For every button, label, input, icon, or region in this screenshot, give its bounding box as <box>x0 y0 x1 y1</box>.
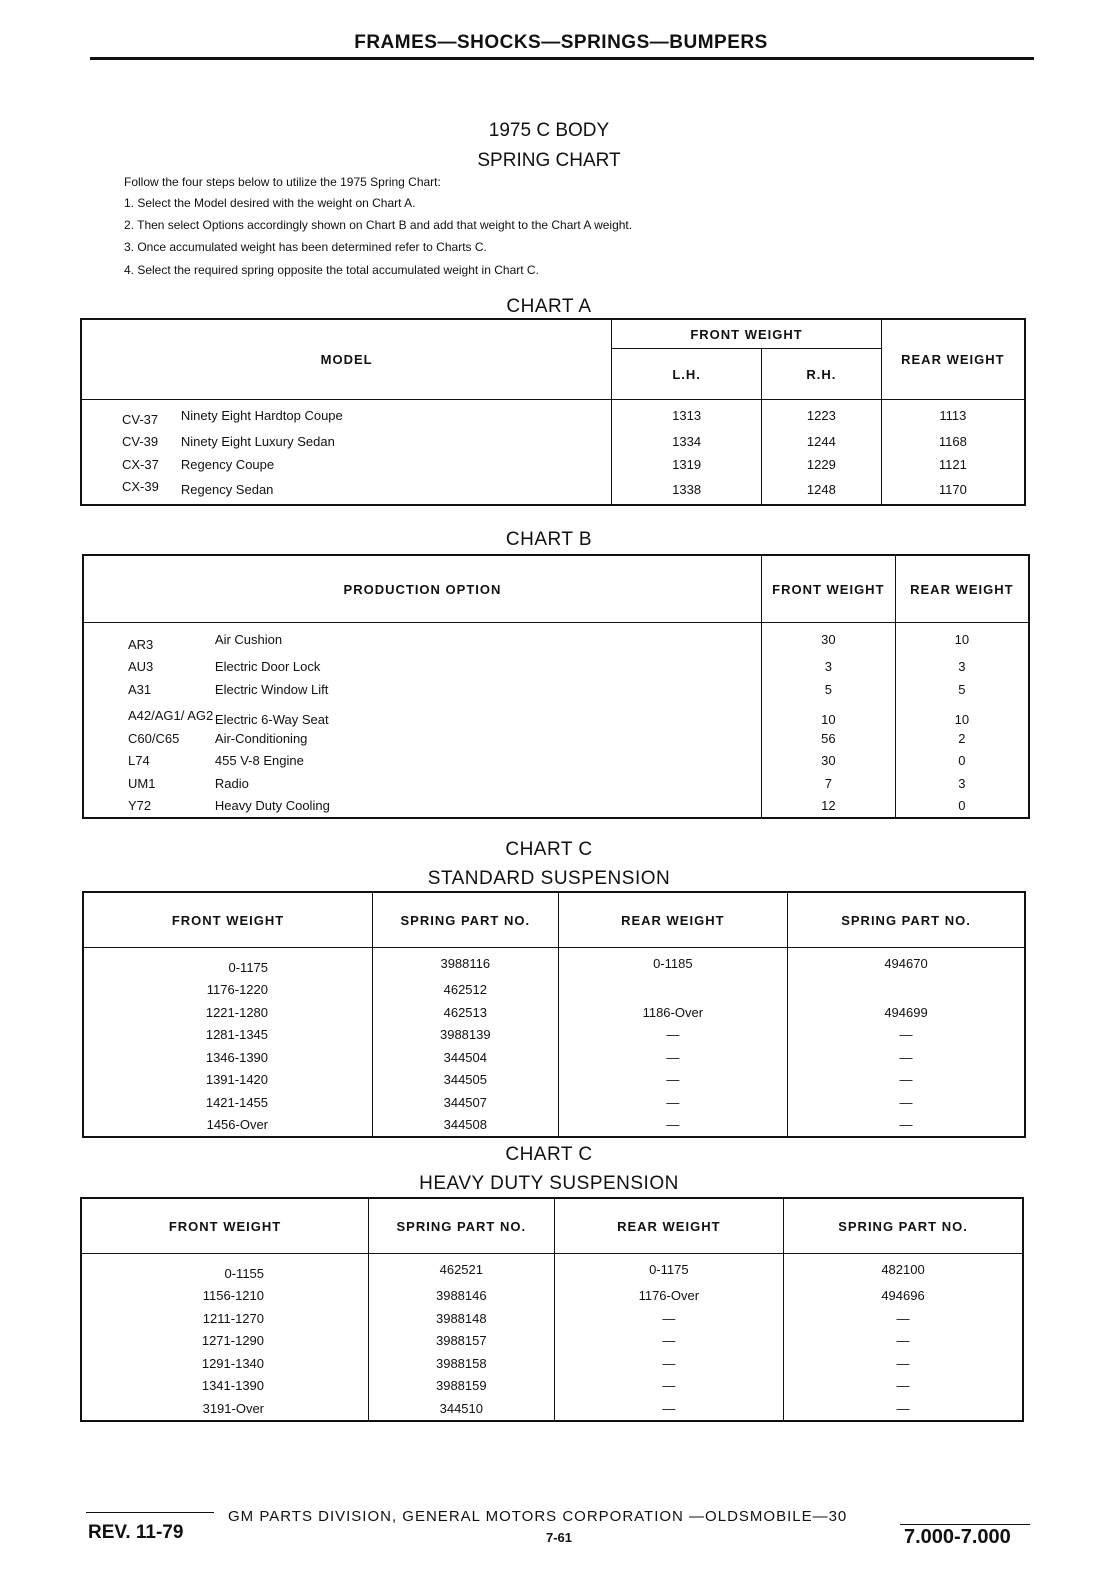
front-weight: 30 <box>761 623 895 656</box>
front-weight-rh: 1248 <box>761 476 881 506</box>
table-row <box>81 1330 1023 1353</box>
rear-weight-range: — <box>554 1307 783 1330</box>
front-spring-part: 3988148 <box>369 1307 555 1330</box>
chart-c-standard-table <box>82 891 1026 1138</box>
chart-a-table <box>80 318 1026 506</box>
model-code: CX-37 <box>122 456 159 472</box>
table-row <box>81 431 1025 454</box>
front-weight-range: 0-1155 <box>81 1254 369 1285</box>
rear-spring-part: — <box>899 1049 913 1065</box>
col-header-front-weight: FRONT WEIGHT <box>81 1198 369 1254</box>
front-spring-part: 344507 <box>373 1091 559 1114</box>
model-description: Ninety Eight Hardtop Coupe <box>181 400 612 431</box>
front-spring-part: 3988157 <box>369 1330 555 1353</box>
rear-spring-part: 494696 <box>881 1288 925 1304</box>
front-spring-part: 3988158 <box>369 1352 555 1375</box>
col-header-front-weight: FRONT WEIGHT <box>612 319 881 349</box>
front-weight-range: 1221-1280 <box>83 1001 373 1024</box>
rear-weight-range: — <box>558 1114 787 1138</box>
table-row <box>81 1397 1023 1421</box>
front-weight-range: 1391-1420 <box>83 1069 373 1092</box>
front-spring-part: 3988146 <box>369 1285 555 1308</box>
col-header-spring-part: SPRING PART NO. <box>373 892 559 948</box>
front-spring-part: 344508 <box>373 1114 559 1138</box>
front-weight-lh: 1313 <box>612 400 762 431</box>
col-header-rh: R.H. <box>761 349 881 400</box>
rear-weight: 5 <box>958 681 966 697</box>
front-weight: 56 <box>761 727 895 750</box>
option-description: Radio <box>215 772 762 795</box>
instruction-step: 4. Select the required spring opposite the total accumulated weight in Chart C. <box>124 263 539 277</box>
option-code: C60/C65 <box>128 730 180 746</box>
front-weight-range: 3191-Over <box>81 1397 369 1421</box>
rear-spring-part <box>788 979 1025 1002</box>
option-code: Y72 <box>128 798 152 814</box>
rear-spring-part: — <box>896 1400 910 1416</box>
table-row <box>83 750 1029 773</box>
rear-weight-range: — <box>558 1046 787 1069</box>
table-row <box>83 948 1025 979</box>
rear-spring-part: — <box>899 1027 913 1043</box>
col-header-model: MODEL <box>81 319 612 400</box>
front-weight-lh: 1319 <box>612 453 762 476</box>
model-code: CV-37 <box>122 411 159 427</box>
rear-weight-range: — <box>554 1352 783 1375</box>
option-code: A31 <box>128 681 152 697</box>
table-row <box>83 701 1029 728</box>
page-header-title: FRAMES—SHOCKS—SPRINGS—BUMPERS <box>354 32 768 53</box>
option-code: AR3 <box>128 636 154 652</box>
rear-weight-range: — <box>554 1397 783 1421</box>
rear-weight: 1113 <box>939 407 967 423</box>
front-spring-part: 462521 <box>369 1254 555 1285</box>
table-row <box>83 656 1029 679</box>
table-row <box>81 400 1025 431</box>
col-header-lh: L.H. <box>612 349 762 400</box>
option-description: Heavy Duty Cooling <box>215 795 762 819</box>
table-row <box>83 1046 1025 1069</box>
table-row <box>83 1024 1025 1047</box>
front-weight-range: 1156-1210 <box>81 1285 369 1308</box>
front-weight-lh: 1334 <box>612 431 762 454</box>
table-row <box>83 623 1029 656</box>
col-header-spring-part-rear: SPRING PART NO. <box>784 1198 1023 1254</box>
model-code: CX-39 <box>122 479 159 495</box>
chart-c-heavy-duty-table <box>80 1197 1024 1422</box>
table-row <box>81 476 1025 506</box>
col-header-production-option: PRODUCTION OPTION <box>83 555 761 623</box>
rear-weight: 1121 <box>938 456 967 472</box>
footer-revision: REV. 11-79 <box>88 1522 184 1543</box>
rear-weight: 10 <box>954 631 970 647</box>
rear-spring-part: 494670 <box>884 955 928 971</box>
col-header-front-weight: FRONT WEIGHT <box>83 892 373 948</box>
col-header-spring-part-rear: SPRING PART NO. <box>788 892 1025 948</box>
rear-weight: 3 <box>958 775 966 791</box>
rear-weight-range: — <box>554 1375 783 1398</box>
model-code: CV-39 <box>122 434 159 450</box>
rear-weight: 10 <box>954 712 970 727</box>
col-header-rear-weight: REAR WEIGHT <box>554 1198 783 1254</box>
instruction-step: 3. Once accumulated weight has been determined refer to Charts C. <box>124 240 487 254</box>
option-description: Air-Conditioning <box>215 727 762 750</box>
front-spring-part: 3988139 <box>373 1024 559 1047</box>
rear-spring-part: — <box>899 1117 913 1133</box>
instructions-intro: Follow the four steps below to utilize the 1975 Spring Chart: <box>124 175 441 189</box>
footer-section-number: 7.000-7.000 <box>904 1526 1011 1548</box>
rear-weight-range: — <box>554 1330 783 1353</box>
front-weight-range: 1281-1345 <box>83 1024 373 1047</box>
front-weight-range: 0-1175 <box>83 948 373 979</box>
rear-weight-range: 1186-Over <box>558 1001 787 1024</box>
rear-spring-part: — <box>896 1378 910 1394</box>
option-code: A42/AG1/ AG2 <box>128 708 214 724</box>
rear-weight: 0 <box>958 753 966 769</box>
front-weight: 30 <box>761 750 895 773</box>
front-spring-part: 462513 <box>373 1001 559 1024</box>
rear-weight-range: 0-1175 <box>554 1254 783 1285</box>
instruction-step: 2. Then select Options accordingly shown on Chart B and add that weight to the Chart A weight. <box>124 218 633 232</box>
col-header-rear-weight: REAR WEIGHT <box>558 892 787 948</box>
front-weight-range: 1271-1290 <box>81 1330 369 1353</box>
rear-spring-part: 482100 <box>881 1261 925 1277</box>
rear-weight: 1168 <box>938 434 967 450</box>
rear-spring-part: — <box>896 1310 910 1326</box>
rear-spring-part: — <box>899 1094 913 1110</box>
chart-c-std-subtitle: STANDARD SUSPENSION <box>427 868 671 889</box>
table-row <box>83 1114 1025 1138</box>
front-weight: 7 <box>761 772 895 795</box>
table-row <box>83 1069 1025 1092</box>
col-header-spring-part: SPRING PART NO. <box>369 1198 555 1254</box>
rear-weight-range: — <box>558 1024 787 1047</box>
front-spring-part: 344505 <box>373 1069 559 1092</box>
option-code: AU3 <box>128 659 154 675</box>
table-row <box>83 1001 1025 1024</box>
rear-weight-range: — <box>558 1091 787 1114</box>
rear-weight: 0 <box>958 798 966 814</box>
model-description: Ninety Eight Luxury Sedan <box>181 431 612 454</box>
front-spring-part: 462512 <box>373 979 559 1002</box>
table-row <box>81 1254 1023 1285</box>
chart-c-hd-subtitle: HEAVY DUTY SUSPENSION <box>419 1173 679 1194</box>
front-weight-range: 1291-1340 <box>81 1352 369 1375</box>
table-row <box>81 453 1025 476</box>
front-weight: 12 <box>761 795 895 819</box>
chart-b-title: CHART B <box>505 529 593 550</box>
rear-weight: 2 <box>958 730 966 746</box>
front-spring-part: 3988116 <box>373 948 559 979</box>
chart-a-title: CHART A <box>506 296 592 317</box>
rear-weight-range: — <box>558 1069 787 1092</box>
instruction-step: 1. Select the Model desired with the weight on Chart A. <box>124 196 416 210</box>
rear-spring-part: — <box>899 1072 913 1088</box>
front-weight-range: 1346-1390 <box>83 1046 373 1069</box>
option-description: Electric Door Lock <box>215 656 762 679</box>
front-weight-range: 1176-1220 <box>83 979 373 1002</box>
table-row <box>83 795 1029 819</box>
table-row <box>81 1285 1023 1308</box>
table-row <box>81 1307 1023 1330</box>
model-description: Regency Sedan <box>181 476 612 506</box>
front-weight-rh: 1244 <box>761 431 881 454</box>
rear-weight-range: 0-1185 <box>558 948 787 979</box>
col-header-front-weight: FRONT WEIGHT <box>761 555 895 623</box>
footer-rule-left <box>86 1512 214 1513</box>
rear-weight-range: 1176-Over <box>554 1285 783 1308</box>
table-row <box>83 772 1029 795</box>
chart-c-std-title: CHART C <box>505 839 593 860</box>
table-row <box>81 1375 1023 1398</box>
front-weight-range: 1211-1270 <box>81 1307 369 1330</box>
chart-name: SPRING CHART <box>477 150 621 171</box>
chart-b-table <box>82 554 1030 819</box>
table-row <box>83 678 1029 701</box>
front-weight-range: 1456-Over <box>83 1114 373 1138</box>
rear-weight-range <box>558 979 787 1002</box>
body-title: 1975 C BODY <box>488 120 610 141</box>
front-weight: 10 <box>761 701 895 728</box>
rear-weight: 3 <box>958 659 966 675</box>
option-description: Electric Window Lift <box>215 678 762 701</box>
header-rule <box>90 57 1034 60</box>
front-spring-part: 344504 <box>373 1046 559 1069</box>
table-row <box>81 1352 1023 1375</box>
front-weight-range: 1421-1455 <box>83 1091 373 1114</box>
front-weight: 3 <box>761 656 895 679</box>
front-weight-rh: 1229 <box>761 453 881 476</box>
table-row <box>83 979 1025 1002</box>
option-code: L74 <box>128 753 150 769</box>
rear-weight: 1170 <box>938 482 967 498</box>
footer-rule-right <box>900 1524 1030 1525</box>
footer-page-number: 7-61 <box>546 1530 573 1545</box>
rear-spring-part: — <box>896 1355 910 1371</box>
front-spring-part: 3988159 <box>369 1375 555 1398</box>
chart-c-hd-title: CHART C <box>505 1144 593 1165</box>
col-header-rear-weight: REAR WEIGHT <box>895 555 1029 623</box>
option-description: 455 V-8 Engine <box>215 750 762 773</box>
front-spring-part: 344510 <box>369 1397 555 1421</box>
rear-spring-part: 494699 <box>884 1004 928 1020</box>
front-weight-lh: 1338 <box>612 476 762 506</box>
front-weight-rh: 1223 <box>761 400 881 431</box>
table-row <box>83 727 1029 750</box>
table-row <box>83 1091 1025 1114</box>
footer-organization: GM PARTS DIVISION, GENERAL MOTORS CORPORATION —OLDSMOBILE—30 <box>228 1508 848 1525</box>
rear-spring-part: — <box>896 1333 910 1349</box>
front-weight-range: 1341-1390 <box>81 1375 369 1398</box>
model-description: Regency Coupe <box>181 453 612 476</box>
option-description: Electric 6-Way Seat <box>215 701 762 728</box>
option-description: Air Cushion <box>215 623 762 656</box>
col-header-rear-weight: REAR WEIGHT <box>881 319 1025 400</box>
option-code: UM1 <box>128 775 156 791</box>
front-weight: 5 <box>761 678 895 701</box>
